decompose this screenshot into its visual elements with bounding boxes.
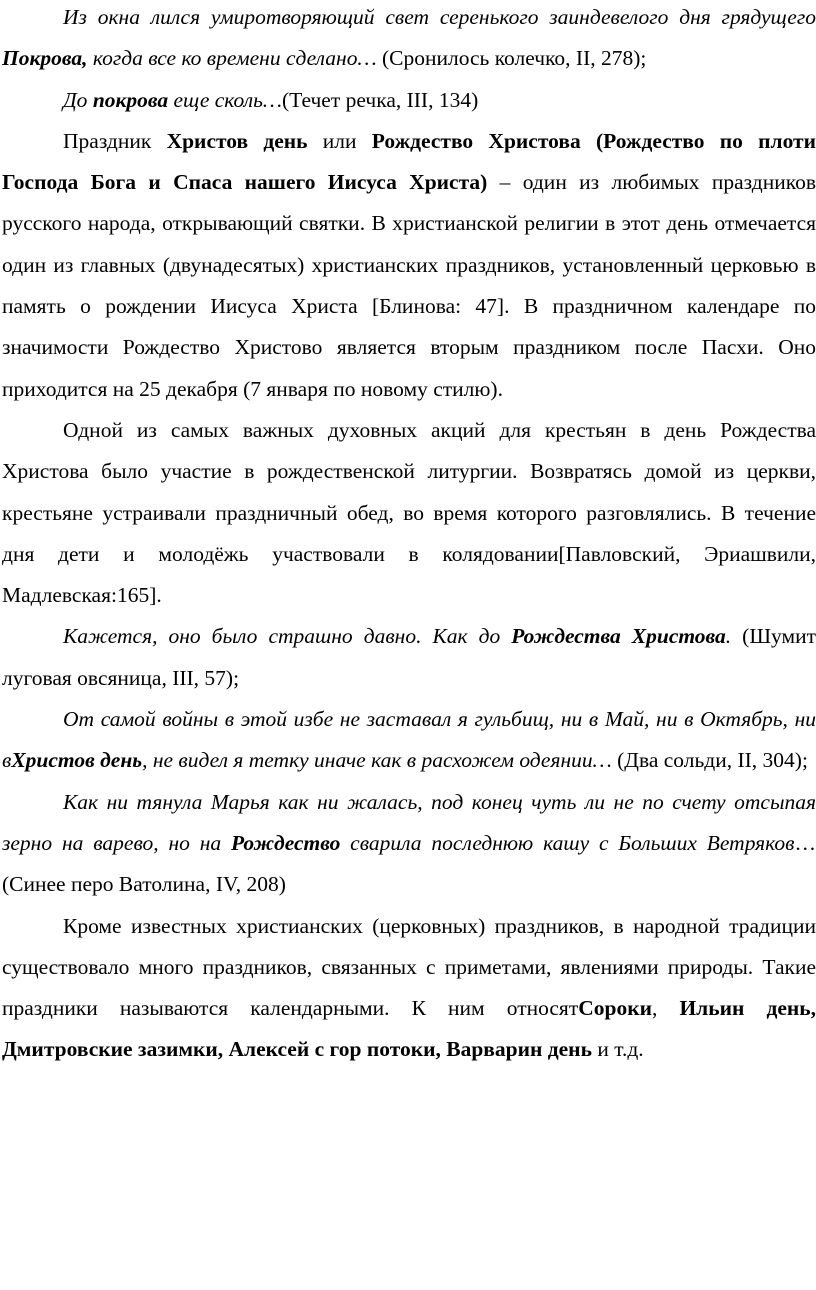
text-run: или [307,128,372,153]
emphasis-term: Рождество [231,830,341,855]
text-run: и т.д. [591,1037,644,1062]
italic-run [511,624,725,648]
bold-term: Сороки [578,996,652,1021]
paragraph-quote-christmas-3 [2,782,816,906]
italic-quote-text: От самой войны в этой избе не заставал я гульбищ, ни в Май, ни в Октябрь, ни в [2,707,816,773]
italic-run [2,46,87,70]
text-run: – один из любимых праздников русского народа, открывающий святки. В христианской религии в этот день отмечается один из главных (двунадесятых) христианских праздников, установленный церковью в память о рождении Иисуса Христа [Блинова: 47]. В праздничном календаре по значимости Рождество Христово является вторым праздником после Пасхи. Оно приходится на 25 декабря (7 января по новому стилю). [2,170,816,401]
italic-run [231,831,340,855]
italic-quote-text: Из окна лился умиротворяющий свет серенького заиндевелого дня грядущего [63,5,816,29]
text-run: Праздник [63,128,167,153]
emphasis-term: покрова [92,87,169,112]
text-run: …(Синее перо Ватолина, IV, 208) [2,830,816,897]
paragraph-calendar-holidays [2,906,816,1071]
italic-quote-text: сварила последнюю кашу с Больших Ветряков [340,830,795,855]
text-run: (Сронилось колечко, II, 278); [376,46,647,71]
text-run: , [651,996,680,1021]
italic-quote-text: До [63,87,93,112]
italic-quote-text: когда все ко времени сделано… [87,46,377,71]
italic-quote-text: Как ни тянула Марья как ни жалась, под конец чуть ли не по счету отсыпая зерно на варево, но на [2,789,816,855]
italic-quote-text: Кажется, оно было страшно давно. Как до [63,624,512,649]
paragraph-christmas [2,121,816,410]
italic-quote-text: , не видел я тетку иначе как в расхожем одеянии… [142,748,612,773]
text-run: (Течет речка, III, 134) [282,87,479,112]
emphasis-term: Покрова, [2,46,88,71]
paragraph-quote-pokrov-1 [2,0,816,80]
paragraph-quote-christmas-1 [2,616,816,699]
bold-term: Христов день [166,128,308,153]
italic-quote-text: еще сколь… [168,87,283,112]
paragraph-quote-pokrov-2 [2,80,816,121]
bold-term: Рождество Христова (Рождество по плоти Господа Бога и Спаса нашего Иисуса Христа) [2,128,816,195]
italic-run [93,88,168,112]
text-run: (Шумит луговая овсяница, III, 57); [2,624,816,690]
emphasis-term: Христов день [11,748,143,773]
italic-run [11,748,142,772]
emphasis-term: Рождества Христова [511,624,726,649]
bold-term: Ильин день, Дмитровские зазимки, Алексей с гор потоки, Варварин день [2,996,816,1062]
paragraph-liturgy [2,410,816,616]
text-run: Кроме известных христианских (церковных) праздников, в народной традиции существовало много праздников, связанных с приметами, явлениями природы. Такие праздники называются календарными. К ним относят [2,913,816,1021]
italic-quote-text: . [725,624,732,649]
text-run: (Два сольди, II, 304); [611,748,808,773]
text-run: Одной из самых важных духовных акций для крестьян в день Рождества Христова было участие в рождественской литургии. Возвратясь домой из церкви, крестьяне устраивали праздничный обед, во время которого разговлялись. В течение дня дети и молодёжь участвовали в колядовании[Павловский, Эриашвили, Мадлевская:165]. [2,417,816,608]
paragraph-quote-christmas-2 [2,699,816,782]
